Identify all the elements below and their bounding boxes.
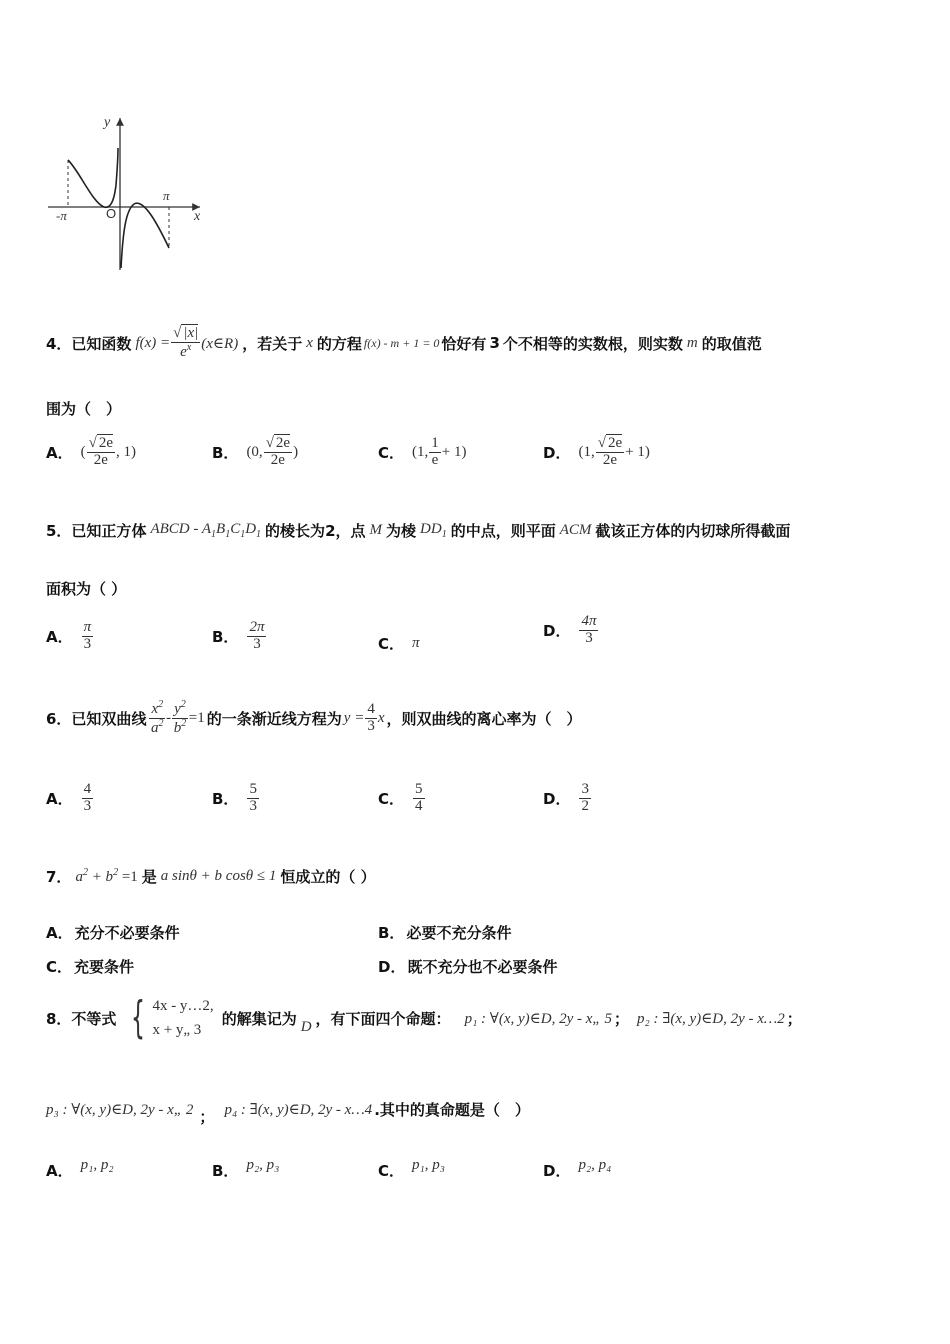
- q5-point-m: M: [369, 522, 383, 538]
- q4-text1: ，若关于: [242, 334, 303, 353]
- option-label: A．: [46, 789, 73, 808]
- q6-line1: [46, 700, 582, 737]
- option-label: C．: [378, 1162, 405, 1180]
- q4-text4: 个不相等的实数根，则实数: [502, 334, 683, 353]
- q6-hyperbola: $\frac{x^2}{a^2}$ - $\frac{y^2}{b^2}$ =1: [151, 699, 205, 736]
- q7-option-d[interactable]: [378, 956, 557, 977]
- option-label: B．: [378, 924, 405, 942]
- option-label: D．: [543, 621, 571, 640]
- q8-option-b-math: p₂, p₃: [246, 1157, 280, 1173]
- option-label: A．: [46, 627, 73, 646]
- option-label: C．: [378, 635, 405, 653]
- option-label: D．: [543, 1162, 571, 1180]
- q5-text5: 截该正方体的内切球所得截面: [595, 522, 791, 540]
- q5-option-a-math: $\frac{\pi}{3}$: [83, 619, 92, 652]
- pi-label: π: [163, 188, 170, 203]
- q5-two: 2: [325, 521, 336, 540]
- function-graph: [40, 110, 220, 275]
- q5-plane: ACM: [559, 522, 592, 538]
- q6-option-a[interactable]: [46, 782, 94, 815]
- q8-text1: 的解集记为: [221, 1009, 297, 1028]
- q5-option-c[interactable]: [378, 633, 420, 654]
- option-label: A．: [46, 924, 73, 942]
- q7-option-b[interactable]: [378, 922, 511, 943]
- q8-system-lines: [152, 994, 213, 1042]
- option-label: D．: [543, 443, 571, 462]
- q4-option-a[interactable]: [46, 436, 136, 469]
- q4-line2: 围为（ ）: [46, 400, 122, 418]
- q8-line1: [46, 994, 802, 1042]
- q4-option-b-math: (0, $\frac{√ 2e}{2e}$ ): [246, 435, 299, 468]
- q4-var-x: x: [306, 334, 313, 351]
- q7-line1: [46, 866, 376, 887]
- x-label: x: [194, 209, 201, 224]
- q5-line1: [46, 520, 790, 541]
- q8-text2: ，有下面四个命题：: [315, 1009, 451, 1028]
- q7-option-b-text: 必要不充分条件: [406, 924, 512, 942]
- q4-text2: 的方程: [316, 334, 362, 353]
- option-label: B．: [212, 443, 239, 462]
- q8-system-line1: 4x - y…2,: [152, 998, 214, 1014]
- q7-option-c-text: 充要条件: [74, 958, 135, 976]
- option-label: D．: [378, 958, 406, 976]
- q6-asymptote: y = $\frac{4}{3}$ x: [343, 701, 385, 734]
- q8-prop-p2: p₂ : ∃(x, y)∈D, 2y - x…2: [637, 1010, 785, 1027]
- q5-text1: 的棱长为: [265, 522, 326, 540]
- q5-cube: ABCD - $A_1B_1C_1D_1$: [150, 521, 262, 540]
- q6-option-b-math: $\frac{5}{3}$: [249, 781, 257, 814]
- option-label: B．: [212, 1162, 239, 1180]
- q6-option-d[interactable]: [543, 782, 592, 815]
- q6-option-d-math: $\frac{3}{2}$: [581, 781, 589, 814]
- origin-label: O: [106, 206, 117, 221]
- option-label: D．: [543, 789, 571, 808]
- q4-line1: [46, 326, 762, 361]
- q5-text3: 为棱: [386, 522, 417, 540]
- q5-option-b[interactable]: [212, 620, 267, 653]
- q7-inequality: a sinθ + b cosθ ≤ 1: [160, 868, 277, 884]
- q5-number: 5．已知正方体: [46, 522, 147, 540]
- q5-option-a[interactable]: [46, 620, 94, 653]
- option-label: A．: [46, 1162, 73, 1180]
- q5-line2: 面积为（ ）: [46, 580, 127, 598]
- q8-prop-p1: p₁ : ∀(x, y)∈D, 2y - x„ 5: [464, 1010, 612, 1027]
- q4-function: f(x) = $\frac{√ |x|}{e^x}$ (x∈R): [135, 325, 239, 360]
- option-label: C．: [378, 789, 405, 808]
- q4-var-m: m: [686, 334, 698, 351]
- q8-semi2: ；: [786, 1009, 802, 1028]
- q7-option-c[interactable]: [46, 956, 134, 977]
- q7-text1: 是: [141, 868, 157, 886]
- q4-option-b[interactable]: [212, 436, 298, 469]
- q6-option-b[interactable]: [212, 782, 260, 815]
- option-label: C．: [378, 443, 405, 462]
- q8-option-c[interactable]: [378, 1157, 445, 1181]
- option-label: B．: [212, 789, 239, 808]
- q6-text1: 的一条渐近线方程为: [206, 709, 342, 728]
- q6-option-a-math: $\frac{4}{3}$: [83, 781, 92, 814]
- q8-semi3: ；: [199, 1108, 215, 1126]
- q6-option-c[interactable]: [378, 782, 426, 815]
- q8-brace: {: [131, 992, 146, 1043]
- q4-option-c-math: (1, $\frac{1}{e}$ + 1): [412, 435, 467, 468]
- q8-system: [124, 994, 213, 1042]
- q5-option-b-math: $\frac{2\pi}{3}$: [249, 619, 265, 652]
- q5-option-d-math: $\frac{4\pi}{3}$: [581, 613, 597, 646]
- q8-option-b[interactable]: [212, 1157, 280, 1181]
- q7-text2: 恒成立的（ ）: [280, 868, 376, 886]
- y-label: y: [104, 115, 111, 130]
- q8-set-d: D: [300, 1018, 312, 1035]
- q4-equation: f(x) - m + 1 = 0: [363, 335, 440, 350]
- q4-three: 3: [489, 334, 500, 353]
- q6-number: 6．已知双曲线: [46, 709, 147, 728]
- curve-left: [68, 148, 118, 207]
- q4-text3: 恰好有: [441, 334, 487, 353]
- neg-pi-label: -π: [56, 208, 67, 223]
- q8-prop-p3: p₃ : ∀(x, y)∈D, 2y - x„ 2: [46, 1102, 194, 1118]
- q4-text5: 的取值范: [701, 334, 762, 353]
- option-label: C．: [46, 958, 73, 976]
- q8-system-line2: x + y„ 3: [152, 1022, 202, 1038]
- q8-text3: .其中的真命题是（ ）: [374, 1101, 530, 1119]
- option-label: B．: [212, 627, 239, 646]
- q4-option-d[interactable]: [543, 436, 650, 469]
- q5-text2: ，点: [335, 522, 366, 540]
- q8-option-d[interactable]: [543, 1157, 612, 1181]
- q6-text2: ，则双曲线的离心率为（ ）: [386, 709, 582, 728]
- q5-option-c-math: π: [412, 635, 420, 651]
- q4-option-a-math: ( $\frac{√ 2e}{2e}$ , 1): [80, 435, 137, 468]
- curve-right: [121, 203, 169, 268]
- q7-condition: $a^2 + b^2 =1$: [75, 867, 138, 885]
- q7-number: 7．: [46, 868, 72, 886]
- q8-prop-p4: p₄ : ∃(x, y)∈D, 2y - x…4: [224, 1102, 373, 1118]
- q8-option-a[interactable]: [46, 1157, 114, 1181]
- q8-line2: [46, 1092, 530, 1127]
- q8-semi1: ；: [613, 1009, 629, 1028]
- q5-text4: 的中点，则平面: [450, 522, 556, 540]
- q4-option-c[interactable]: [378, 436, 466, 469]
- q6-option-c-math: $\frac{5}{4}$: [415, 781, 423, 814]
- q8-option-d-math: p₂, p₄: [578, 1157, 612, 1173]
- q7-option-d-text: 既不充分也不必要条件: [407, 958, 558, 976]
- q8-number: 8．不等式: [46, 1009, 117, 1028]
- q7-option-a-text: 充分不必要条件: [74, 924, 180, 942]
- q4-number: 4．已知函数: [46, 334, 132, 353]
- q8-option-c-math: p₁, p₃: [412, 1157, 445, 1173]
- q5-option-d[interactable]: [543, 614, 599, 647]
- q4-option-d-math: (1, $\frac{√ 2e}{2e}$ + 1): [578, 435, 650, 468]
- q5-edge: $DD_1$: [420, 521, 447, 540]
- q8-option-a-math: p₁, p₂: [80, 1157, 114, 1173]
- q7-option-a[interactable]: [46, 922, 180, 943]
- option-label: A．: [46, 443, 73, 462]
